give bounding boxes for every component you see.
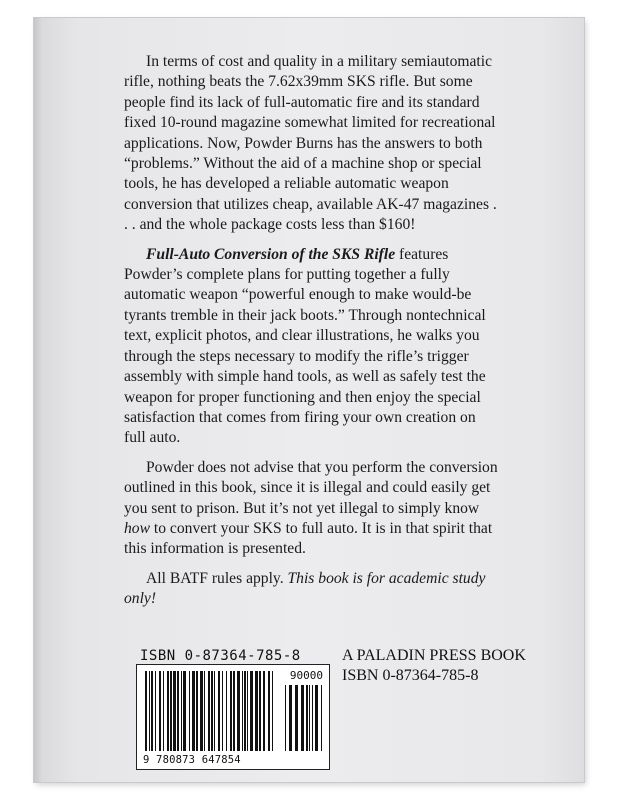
blurb-paragraph-4 [124,569,500,610]
publisher-isbn: ISBN 0-87364-785-8 [342,667,479,684]
blurb-paragraph-1: In terms of cost and quality in a military semiautomatic rifle, nothing beats the 7.62x39mm SKS rifle. But some people find its lack of full-automatic fire and its standard fixed 10-round magazine somewhat limited for recreational applications. Now, Powder Burns has the answers to both “problems.” Without the aid of a machine shop or special tools, he has developed a reliable automatic weapon conversion that utilizes cheap, available AK-47 magazines . . . and the whole package costs less than $160! [124,53,497,234]
publisher-block [342,646,526,686]
book-title-inline: Full-Auto Conversion of the SKS Rifle [146,245,396,263]
barcode-isbn-label: ISBN 0-87364-785-8 [140,648,301,664]
barcode-panel [136,664,330,770]
blurb-paragraph-3-text-b: to convert your SKS to full auto. It is in that spirit that this information is presented. [124,519,493,558]
publisher-name: A PALADIN PRESS BOOK [342,647,526,664]
cover-blurb [124,52,500,619]
blurb-paragraph-4-text: All BATF rules apply. [146,569,288,587]
academic-disclaimer: This book is for academic study only! [124,569,486,608]
blurb-paragraph-2 [124,245,500,449]
barcode-price-code: 90000 [289,669,323,682]
blurb-paragraph-3 [124,458,500,560]
blurb-paragraph-2-text: features Powder’s complete plans for putting together a fully automatic weapon “powerful enough to make would-be tyrants tremble in their jack boots.” Through nontechnical text, explicit photos, and clear illustrations, he walks you through the steps necessary to modify the rifle’s trigger assembly with simple hand tools, as well as safely test the weapon for proper functioning and then enjoy the special satisfaction that comes from firing your own creation on full auto. [124,245,486,447]
blurb-emphasis-how: how [124,519,150,537]
barcode-digits: 9 780873 647854 [143,754,241,766]
blurb-paragraph-3-text-a: Powder does not advise that you perform the conversion outlined in this book, since it is illegal and could easily get you sent to prison. But it’s not yet illegal to simply know [124,458,498,517]
barcode-image [143,671,323,753]
